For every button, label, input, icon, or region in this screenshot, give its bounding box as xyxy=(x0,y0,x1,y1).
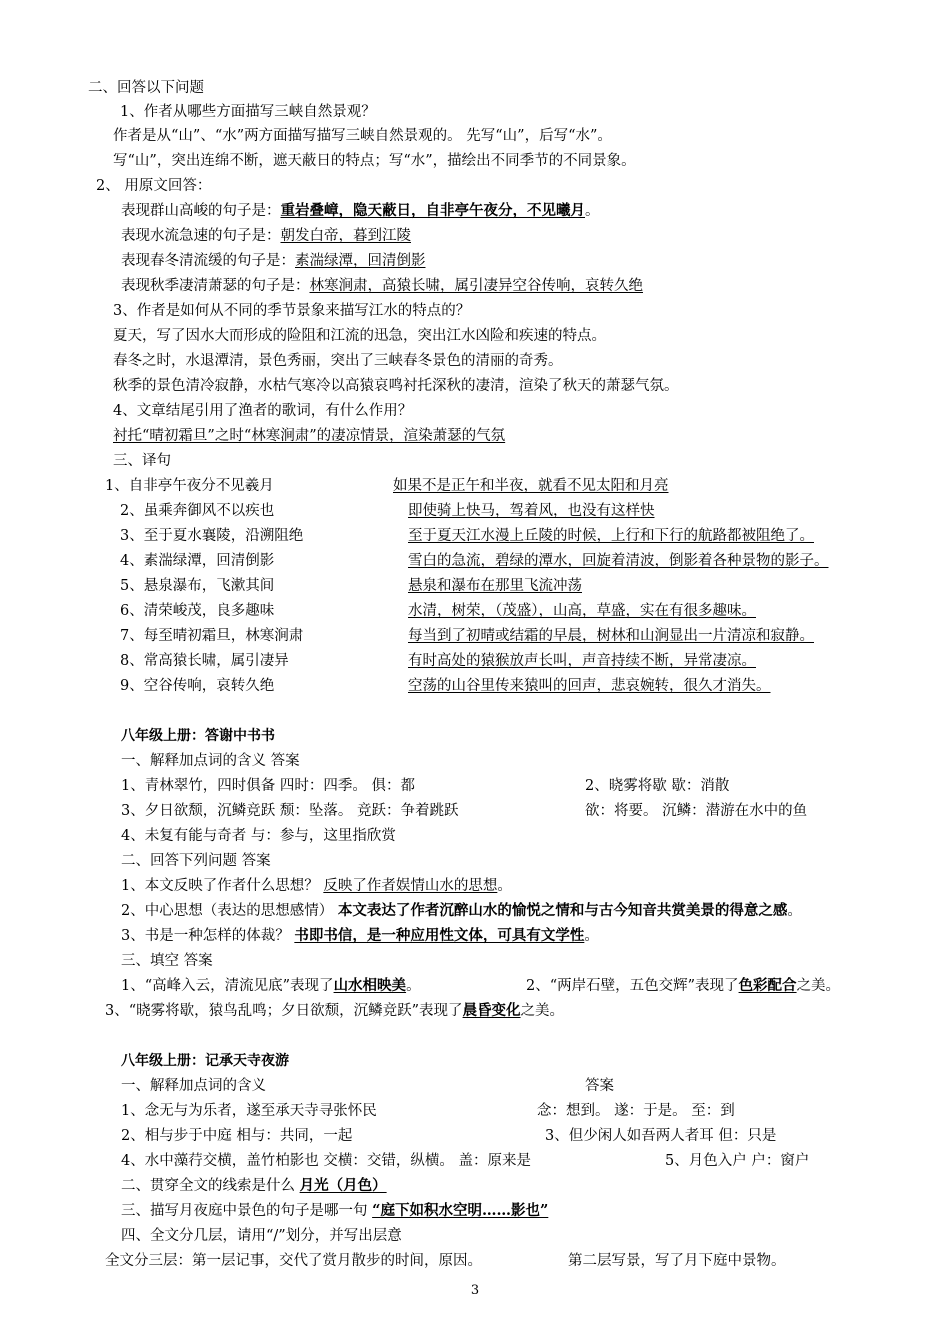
line-text: 2、中心思想（表达的思想感情） xyxy=(121,903,338,919)
line-text: 7、每至晴初霜旦，林寒涧肃 xyxy=(120,628,304,644)
line-text: 3、“晓雾将歇，猿鸟乱鸣；夕日欲颓，沉鳞竞跃”表现了 xyxy=(105,1003,463,1019)
text-line xyxy=(113,402,412,420)
text-line xyxy=(121,1052,289,1070)
answer-text: 山水相映美 xyxy=(333,977,407,994)
text-line xyxy=(121,852,271,870)
text-line xyxy=(113,152,636,170)
line-text: 表现群山高峻的句子是： xyxy=(121,203,281,219)
line-text: 1、念无与为乐者，遂至承天寺寻张怀民 xyxy=(121,1103,377,1119)
line-text: 念：想到。 遂：于是。 至：到 xyxy=(537,1103,735,1119)
line-text: 一、解释加点词的含义 xyxy=(121,1078,266,1094)
text-line xyxy=(113,302,470,320)
line-text: 四、全文分几层，请用“/”划分，并写出层意 xyxy=(121,1228,402,1244)
text-line xyxy=(113,452,171,470)
line-text: 2、 用原文回答： xyxy=(96,178,212,194)
text-line xyxy=(568,1252,786,1270)
line-text: 3、至于夏水襄陵，沿溯阻绝 xyxy=(120,528,304,544)
answer-text: 如果不是正午和半夜，就看不见太阳和月亮 xyxy=(393,478,669,494)
text-line xyxy=(585,1077,614,1095)
line-text: 3、作者是如何从不同的季节景象来描写江水的特点的？ xyxy=(113,303,471,319)
line-text: 1、“高峰入云，清流见底”表现了 xyxy=(121,978,334,994)
text-line xyxy=(121,752,300,770)
line-text: 一、解释加点词的含义 答案 xyxy=(121,753,300,769)
answer-text: 每当到了初晴或结霜的早晨，树林和山涧显出一片清凉和寂静。 xyxy=(408,628,814,644)
text-line xyxy=(121,977,421,995)
line-text: 3、书是一种怎样的体裁？ xyxy=(121,928,295,944)
text-line xyxy=(120,627,303,645)
line-text: 之美。 xyxy=(796,978,841,994)
text-line xyxy=(121,252,426,270)
text-line xyxy=(585,802,807,820)
text-line xyxy=(121,1152,531,1170)
answer-text: 月光（月色） xyxy=(299,1177,387,1194)
text-line xyxy=(120,652,289,670)
line-text: 4、文章结尾引用了渔者的歌词，有什么作用？ xyxy=(113,403,413,419)
line-text: 3、夕日欲颓，沉鳞竞跃 颓：坠落。 竞跃：争着跳跃 xyxy=(121,803,459,819)
answer-text: 水清，树荣，（茂盛），山高，草盛，实在有很多趣味。 xyxy=(408,603,756,619)
line-text: 1、作者从哪些方面描写三峡自然景观？ xyxy=(120,104,376,120)
text-line xyxy=(105,1252,482,1270)
line-text: 。 xyxy=(585,203,600,219)
section-heading: 八年级上册：答谢中书书 xyxy=(121,728,275,744)
text-line xyxy=(121,902,802,920)
answer-text: 素湍绿潭，回清倒影 xyxy=(295,253,426,269)
text-line xyxy=(121,877,512,895)
text-line xyxy=(121,1227,402,1245)
line-text: 5、月色入户 户：窗户 xyxy=(665,1153,810,1169)
line-text: 9、空谷传响，哀转久绝 xyxy=(120,678,275,694)
text-line xyxy=(120,552,274,570)
page-number: 3 xyxy=(470,1283,480,1298)
text-line xyxy=(545,1127,776,1145)
line-text: 2、“两岸石壁，五色交辉”表现了 xyxy=(526,978,739,994)
text-line xyxy=(120,502,274,520)
answer-text: 有时高处的猿猴放声长叫，声音持续不断，异常凄凉。 xyxy=(408,653,756,669)
text-line xyxy=(121,1077,266,1095)
text-line xyxy=(121,727,275,745)
text-line xyxy=(526,977,840,995)
answer-text: 即使骑上快马，驾着风，也没有这样快 xyxy=(408,503,655,519)
text-line xyxy=(113,427,505,445)
line-text: 4、未复有能与奇者 与：参与，这里指欣赏 xyxy=(121,828,396,844)
text-line xyxy=(408,577,582,595)
text-line xyxy=(113,377,679,395)
text-line xyxy=(121,227,411,245)
text-line xyxy=(88,79,204,97)
text-line xyxy=(121,277,643,295)
line-text: 。 xyxy=(787,903,802,919)
text-line xyxy=(408,627,814,645)
text-line xyxy=(105,1002,564,1020)
line-text: 4、素湍绿潭，回清倒影 xyxy=(120,553,275,569)
line-text: 答案 xyxy=(585,1078,614,1094)
text-line xyxy=(121,802,458,820)
text-line xyxy=(408,502,655,520)
answer-text: 重岩叠嶂，隐天蔽日，自非亭午夜分，不见曦月 xyxy=(280,202,585,219)
line-text: 第二层写景，写了月下庭中景物。 xyxy=(568,1253,786,1269)
line-text: 表现秋季凄清萧瑟的句子是： xyxy=(121,278,310,294)
line-text: 全文分三层：第一层记事，交代了赏月散步的时间，原因。 xyxy=(105,1253,482,1269)
answer-text: 雪白的急流，碧绿的潭水，回旋着清波，倒影着各种景物的影子。 xyxy=(408,553,829,569)
text-line xyxy=(537,1102,735,1120)
line-text: 。 xyxy=(497,878,512,894)
answer-text: 空荡的山谷里传来猿叫的回声，悲哀婉转，很久才消失。 xyxy=(408,678,771,694)
line-text: 秋季的景色清冷寂静，水枯气寒冷以高猿哀鸣衬托深秋的凄清，渲染了秋天的萧瑟气氛。 xyxy=(113,378,679,394)
line-text: 2、晓雾将歇 歇：消散 xyxy=(585,778,730,794)
text-line xyxy=(121,1177,387,1195)
text-line xyxy=(408,677,771,695)
line-text: 三、描写月夜庭中景色的句子是哪一句 xyxy=(121,1203,373,1219)
answer-text: 悬泉和瀑布在那里飞流冲荡 xyxy=(408,578,582,594)
answer-text: “庭下如积水空明……影也” xyxy=(372,1202,549,1219)
line-text: 。 xyxy=(406,978,421,994)
text-line xyxy=(121,777,415,795)
answer-text: 书即书信，是一种应用性文体，可具有文学性 xyxy=(294,927,585,944)
text-line xyxy=(120,602,274,620)
text-line xyxy=(120,577,274,595)
text-line xyxy=(113,127,612,145)
line-text: 表现水流急速的句子是： xyxy=(121,228,281,244)
answer-text: 色彩配合 xyxy=(738,977,797,994)
line-text: 1、青林翠竹，四时俱备 四时：四季。 俱：都 xyxy=(121,778,415,794)
section-heading: 八年级上册：记承天寺夜游 xyxy=(121,1053,289,1069)
line-text: 夏天，写了因水大而形成的险阻和江流的迅急，突出江水凶险和疾速的特点。 xyxy=(113,328,606,344)
answer-text: 衬托“晴初霜旦”之时“林寒涧肃”的凄凉情景，渲染萧瑟的气氛 xyxy=(113,428,506,444)
answer-text: 晨昏变化 xyxy=(462,1002,521,1019)
line-text: 二、回答下列问题 答案 xyxy=(121,853,271,869)
text-line xyxy=(393,477,669,495)
text-line xyxy=(408,527,814,545)
line-text: 2、相与步于中庭 相与：共同，一起 xyxy=(121,1128,353,1144)
text-line xyxy=(120,103,376,121)
line-text: 1、自非亭午夜分不见羲月 xyxy=(105,478,274,494)
text-line xyxy=(408,602,756,620)
text-line xyxy=(121,1127,352,1145)
answer-text: 反映了作者娱情山水的思想 xyxy=(323,878,498,894)
answer-text: 朝发白帝，暮到江陵 xyxy=(280,228,411,244)
line-text: 2、虽乘奔御风不以疾也 xyxy=(120,503,275,519)
line-text: 之美。 xyxy=(520,1003,565,1019)
text-line xyxy=(665,1152,809,1170)
text-line xyxy=(113,352,563,370)
line-text: 二、回答以下问题 xyxy=(88,80,204,96)
line-text: 8、常高猿长啸，属引凄异 xyxy=(120,653,289,669)
text-line xyxy=(120,677,274,695)
text-line xyxy=(113,327,606,345)
text-line xyxy=(121,1102,377,1120)
line-text: 1、本文反映了作者什么思想？ xyxy=(121,878,324,894)
text-line xyxy=(408,552,829,570)
line-text: 写“山”，突出连绵不断，遮天蔽日的特点；写“水”，描绘出不同季节的不同景象。 xyxy=(113,153,636,169)
text-line xyxy=(96,177,211,195)
line-text: 。 xyxy=(584,928,599,944)
line-text: 欲：将要。 沉鳞：潜游在水中的鱼 xyxy=(585,803,808,819)
line-text: 5、悬泉瀑布，飞漱其间 xyxy=(120,578,275,594)
text-line xyxy=(121,927,599,945)
text-line xyxy=(408,652,756,670)
line-text: 6、清荣峻茂，良多趣味 xyxy=(120,603,275,619)
line-text: 4、水中藻荇交横，盖竹柏影也 交横：交错，纵横。 盖：原来是 xyxy=(121,1153,531,1169)
text-line xyxy=(585,777,729,795)
line-text: 三、译句 xyxy=(113,453,171,469)
line-text: 作者是从“山”、“水”两方面描写描写三峡自然景观的。 先写“山”，后写“水”。 xyxy=(113,128,612,144)
text-line xyxy=(121,952,213,970)
text-line xyxy=(121,202,600,220)
line-text: 春冬之时，水退潭清，景色秀丽，突出了三峡春冬景色的清丽的奇秀。 xyxy=(113,353,563,369)
line-text: 二、贯穿全文的线索是什么 xyxy=(121,1178,300,1194)
line-text: 3、但少闲人如吾两人者耳 但：只是 xyxy=(545,1128,777,1144)
text-line xyxy=(121,827,396,845)
text-line xyxy=(121,1202,548,1220)
answer-text: 本文表达了作者沉醉山水的愉悦之情和与古今知音共赏美景的得意之感 xyxy=(337,902,788,919)
answer-text: 林寒涧肃，高猿长啸，属引凄异空谷传响，哀转久绝 xyxy=(309,278,643,294)
text-line xyxy=(120,527,303,545)
answer-text: 至于夏天江水漫上丘陵的时候，上行和下行的航路都被阻绝了。 xyxy=(408,528,814,544)
line-text: 三、填空 答案 xyxy=(121,953,213,969)
line-text: 表现春冬清流缓的句子是： xyxy=(121,253,295,269)
text-line xyxy=(105,477,274,495)
